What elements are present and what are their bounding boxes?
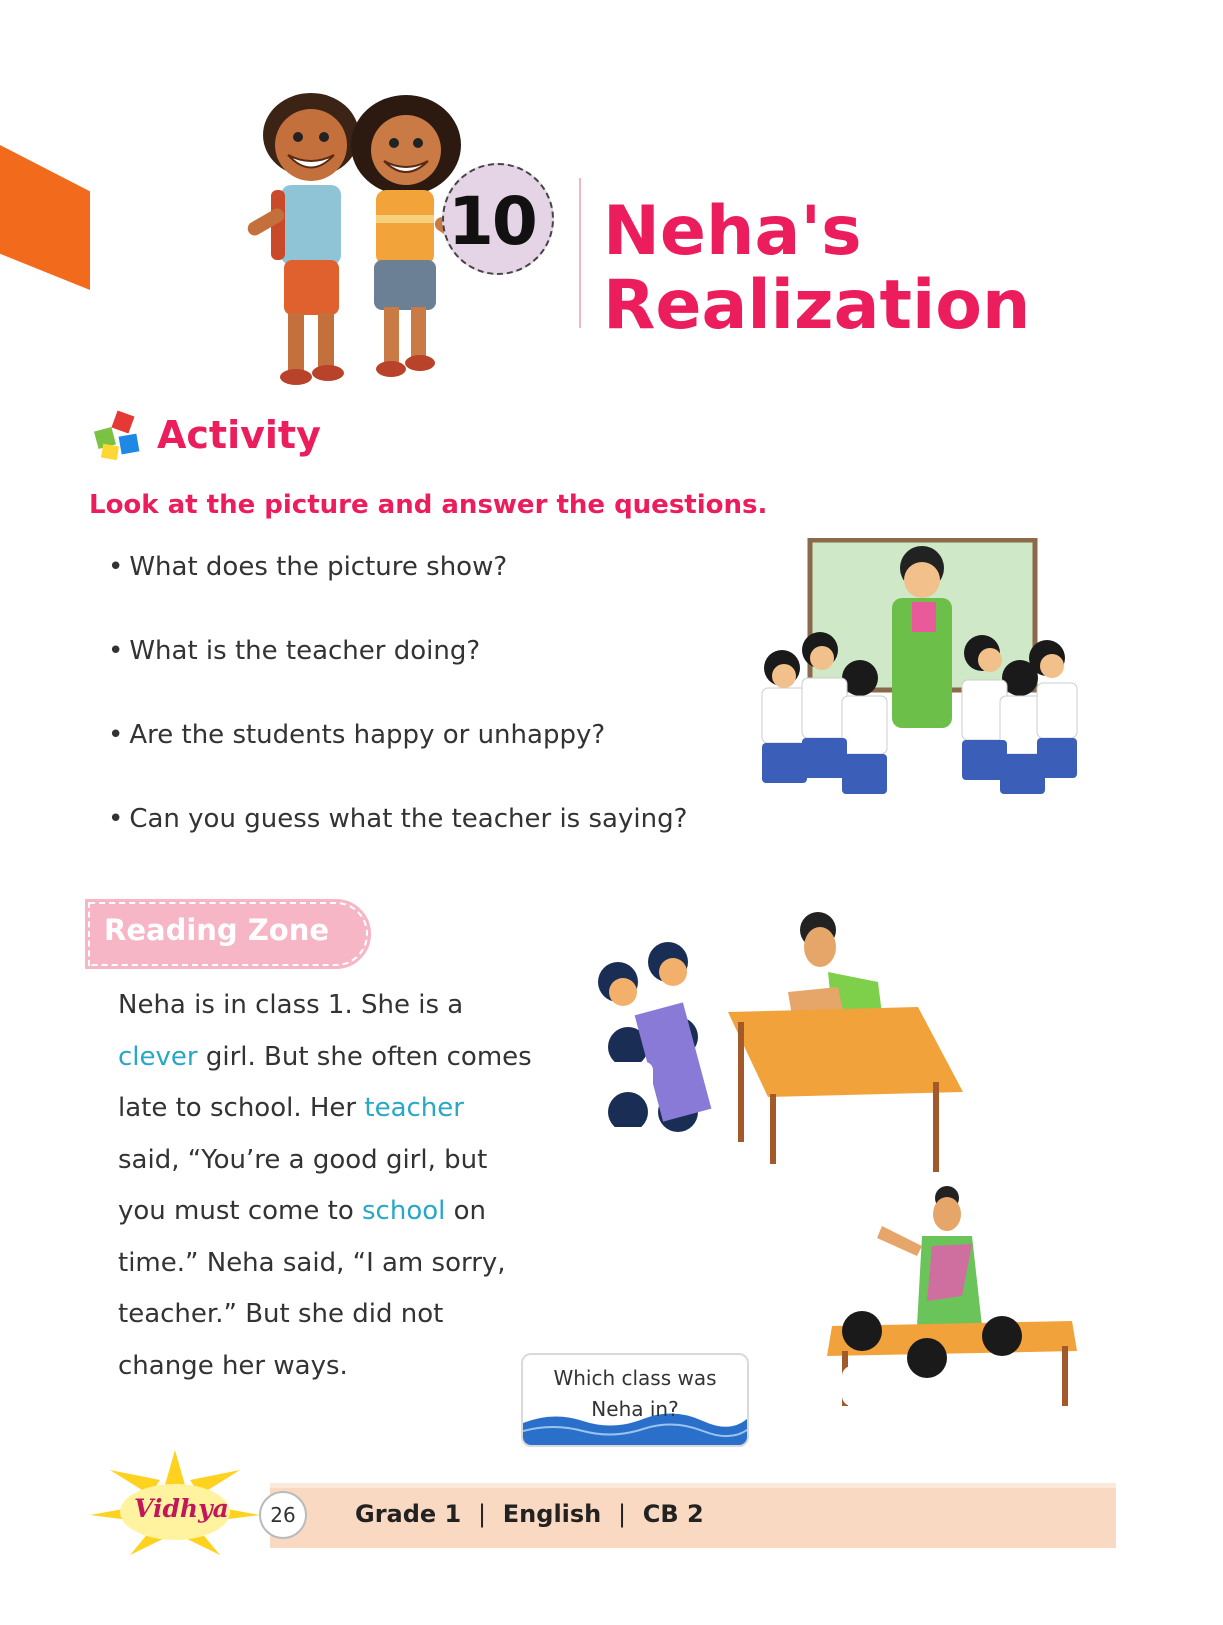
question-text: What does the picture show?: [129, 552, 508, 582]
classroom-illustration: [742, 538, 1087, 813]
question-text: Are the students happy or unhappy?: [129, 720, 606, 750]
story-line: [118, 1186, 588, 1238]
question-line: Neha in?: [591, 1397, 679, 1421]
question-text: What is the teacher doing?: [129, 636, 481, 666]
story-line: [118, 1238, 588, 1290]
question-item: • Are the students happy or unhappy?: [108, 720, 606, 750]
chapter-number: 10: [448, 183, 536, 260]
footer-separator: |: [617, 1500, 627, 1528]
vocab-word: clever: [118, 1041, 198, 1072]
story-line: [118, 1289, 588, 1341]
story-text-segment: girl. But she often comes: [197, 1041, 532, 1072]
chapter-title: [603, 192, 1203, 345]
vocab-word: teacher: [364, 1093, 464, 1123]
question-item: • Can you guess what the teacher is saying?: [108, 804, 688, 834]
story-text-segment: time.” Neha said, “I am sorry,: [118, 1247, 506, 1278]
story-text-segment: said, “You’re a good girl, but: [118, 1144, 488, 1175]
reading-zone-title: Reading Zone: [104, 913, 330, 947]
story-line: [118, 1341, 588, 1393]
story-text-segment: you must come to: [118, 1196, 363, 1226]
question-line: Which class was: [553, 1366, 717, 1390]
question-item: • What does the picture show?: [108, 552, 508, 582]
activity-title: Activity: [157, 413, 321, 457]
story-line: [118, 980, 588, 1032]
footer-subject: English: [502, 1500, 602, 1528]
chapter-title-line1: Neha's: [603, 192, 862, 271]
story-text-segment: Neha is in class 1. She is a: [118, 990, 464, 1020]
story-text-segment: change her ways.: [118, 1350, 348, 1381]
vidhya-logo-text: Vidhya: [134, 1494, 229, 1523]
title-divider: [579, 178, 581, 328]
teacher-students-illustration: [588, 912, 983, 1177]
footer-grade: Grade 1: [355, 1500, 462, 1528]
question-item: • What is the teacher doing?: [108, 636, 481, 666]
story-line: [118, 1083, 588, 1135]
comprehension-question: [521, 1363, 749, 1425]
puzzle-icon: [92, 407, 148, 463]
footer-book-info: [355, 1500, 704, 1528]
story-text: [118, 980, 588, 1392]
activity-instruction: Look at the picture and answer the questions.: [89, 490, 768, 520]
footer-separator: |: [477, 1500, 487, 1528]
page-number: 26: [270, 1503, 296, 1527]
side-tab: [0, 145, 90, 290]
question-text: Can you guess what the teacher is saying?: [129, 804, 688, 834]
vocab-word: school: [362, 1196, 446, 1226]
story-text-segment: teacher.” But she did not: [118, 1299, 444, 1329]
story-line: [118, 1032, 588, 1084]
story-text-segment: on: [445, 1196, 487, 1226]
teacher-speaking-illustration: [822, 1186, 1094, 1420]
chapter-title-line2: Realization: [603, 266, 1031, 345]
footer-book: CB 2: [642, 1500, 704, 1528]
story-text-segment: late to school. Her: [118, 1093, 365, 1123]
story-line: [118, 1135, 588, 1187]
